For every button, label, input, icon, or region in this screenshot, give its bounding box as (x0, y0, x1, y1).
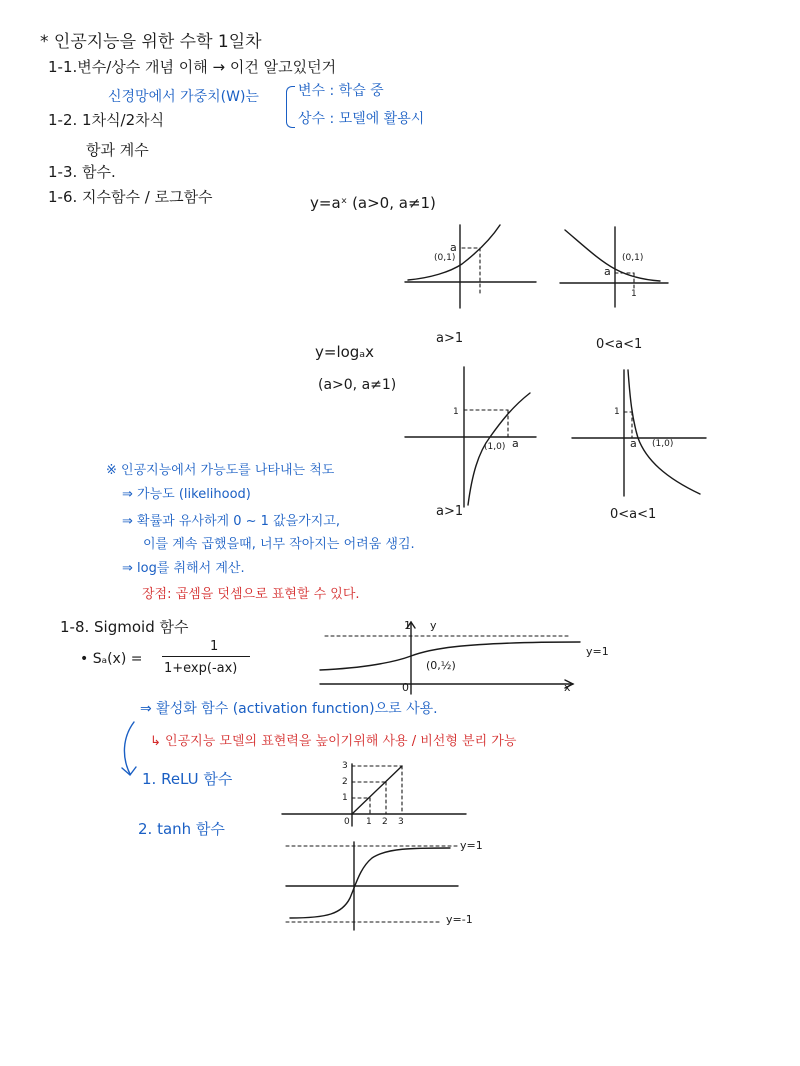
section-1-6: 1-6. 지수함수 / 로그함수 (48, 188, 213, 206)
sigmoid-x-label: x (564, 681, 571, 694)
sigmoid-y-label: y (430, 619, 437, 632)
constant-note: 상수 : 모델에 활용시 (298, 111, 425, 127)
exp-caption-a-lt-1: 0<a<1 (596, 337, 643, 352)
relu-ytick-3: 3 (342, 761, 348, 771)
term-coefficient: 항과 계수 (86, 141, 149, 159)
exp2-one-label: 1 (631, 289, 637, 299)
sigmoid-one-label: 1 (404, 619, 411, 632)
relu-title: 1. ReLU 함수 (142, 770, 233, 788)
log2-one-label: 1 (614, 407, 620, 417)
likelihood-note: ⇒ 가능도 (likelihood) (122, 487, 251, 502)
log2-a-label: a (630, 437, 637, 450)
probability-line-1: ⇒ 확률과 유사하게 0 ~ 1 값을가지고, (122, 514, 340, 529)
variable-note: 변수 : 학습 중 (298, 83, 384, 99)
sigmoid-origin-label: 0 (402, 681, 409, 694)
section-1-2: 1-2. 1차식/2차식 (48, 111, 165, 129)
log2-point-label: (1,0) (652, 439, 674, 449)
relu-tick-3: 3 (398, 817, 404, 827)
log-graph-a-lt-1 (570, 368, 710, 498)
exp-formula: y=aˣ (a>0, a≠1) (310, 194, 436, 212)
sigmoid-lhs: • Sₐ(x) = (80, 651, 143, 667)
relu-tick-1: 1 (366, 817, 372, 827)
exp-graph-a-lt-1 (560, 225, 670, 310)
sigmoid-numerator: 1 (210, 639, 219, 654)
tanh-ym1-label: y=-1 (446, 913, 473, 926)
probability-line-2: 이를 계속 곱했을때, 너무 작아지는 어려움 생김. (143, 537, 415, 552)
exp2-point-label: (0,1) (622, 253, 644, 263)
relu-tick-2: 2 (382, 817, 388, 827)
log-formula: y=logₐx (315, 343, 375, 361)
brace (286, 86, 295, 128)
exp-graph-a-gt-1 (400, 220, 540, 310)
log-point-label: (1,0) (484, 442, 506, 452)
relu-graph (280, 762, 470, 830)
section-1-3: 1-3. 함수. (48, 163, 116, 181)
tanh-y1-label: y=1 (460, 839, 483, 852)
log-graph-a-gt-1 (400, 365, 540, 510)
sigmoid-denominator: 1+exp(-ax) (164, 661, 238, 676)
tanh-graph (282, 838, 462, 934)
log-caption-a-gt-1: a>1 (436, 504, 464, 519)
relu-ytick-2: 2 (342, 777, 348, 787)
advantage-note: 장점: 곱셈을 덧셈으로 표현할 수 있다. (142, 587, 360, 602)
page-title: * 인공지능을 위한 수학 1일차 (40, 32, 262, 52)
sigmoid-y1-label: y=1 (586, 645, 609, 658)
log-calc-note: ⇒ log를 취해서 계산. (122, 561, 245, 576)
relu-ytick-1: 1 (342, 793, 348, 803)
fraction-bar (162, 656, 250, 657)
log-a-label: a (512, 437, 519, 450)
tanh-title: 2. tanh 함수 (138, 820, 225, 838)
log-condition: (a>0, a≠1) (318, 377, 397, 393)
nn-weight-note: 신경망에서 가중치(W)는 (108, 89, 259, 105)
section-1-1: 1-1.변수/상수 개념 이해 → 이건 알고있던거 (48, 58, 337, 76)
section-1-8: 1-8. Sigmoid 함수 (60, 618, 189, 636)
activation-note: ⇒ 활성화 함수 (activation function)으로 사용. (140, 701, 438, 717)
exp2-a-label: a (604, 265, 611, 278)
ai-measure-note: ※ 인공지능에서 가능도를 나타내는 척도 (106, 463, 335, 478)
exp-point-label: (0,1) (434, 253, 456, 263)
expressiveness-note: ↳ 인공지능 모델의 표현력을 높이기위해 사용 / 비선형 분리 가능 (150, 734, 517, 749)
exp-a-label: a (450, 241, 457, 254)
sigmoid-point-label: (0,½) (426, 659, 456, 672)
sigmoid-graph (315, 618, 580, 696)
log-caption-a-lt-1: 0<a<1 (610, 507, 657, 522)
log-one-label: 1 (453, 407, 459, 417)
exp-caption-a-gt-1: a>1 (436, 331, 464, 346)
relu-tick-0: 0 (344, 817, 350, 827)
